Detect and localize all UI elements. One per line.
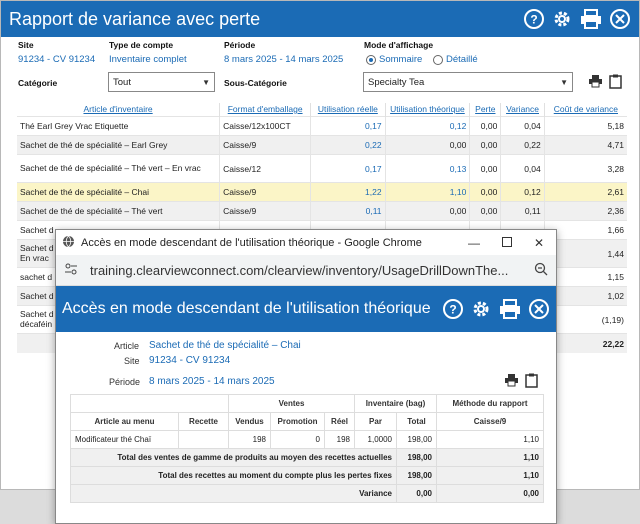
menu-item-cell: Modificateur thé Chaï [71, 431, 179, 449]
recipe-cell [179, 431, 229, 449]
col-header-format[interactable]: Format d'emballage [220, 103, 311, 117]
print-icon[interactable] [498, 298, 522, 320]
drilldown-popup-window [55, 229, 557, 524]
chevron-down-icon: ▼ [202, 77, 210, 87]
variance-case-value: 0,00 [437, 485, 544, 503]
account-type-label: Type de compte [109, 40, 174, 50]
col-header-theoretical[interactable]: Utilisation théorique [385, 103, 470, 117]
col-header-loss[interactable]: Perte [470, 103, 501, 117]
total-label: Total des ventes de gamme de produits au moyen des recettes actuelles [71, 449, 397, 467]
item-cell: Sachet de thé de spécialité – Thé vert [17, 202, 220, 221]
variance-label: Variance [71, 485, 397, 503]
format-cell: Caisse/9 [220, 202, 311, 221]
help-icon[interactable] [442, 298, 464, 320]
theoretical-usage-link[interactable]: 0,12 [385, 117, 470, 136]
col-header-sold: Vendus [229, 413, 271, 431]
variance-row [71, 485, 544, 503]
subcategory-selected-value: Specialty Tea [368, 76, 425, 88]
article-value: Sachet de thé de spécialité – Chai [149, 340, 301, 351]
svg-text:?: ? [530, 12, 538, 27]
total-case-value: 1,10 [437, 467, 544, 485]
drilldown-table [70, 394, 544, 503]
theoretical-usage-cell: 0,00 [385, 136, 470, 155]
mode-detail-radio[interactable] [433, 54, 478, 65]
cost-cell: 1,66 [544, 221, 627, 240]
loss-cell: 0,00 [470, 117, 501, 136]
item-cell: Sachet d [17, 221, 220, 240]
address-bar[interactable] [56, 255, 556, 286]
format-cell: Caisse/9 [220, 183, 311, 202]
col-header-case: Caisse/9 [437, 413, 544, 431]
minimize-icon[interactable]: — [467, 235, 480, 250]
category-label: Catégorie [18, 78, 58, 88]
total-value: 198,00 [397, 449, 437, 467]
total-row [71, 467, 544, 485]
svg-text:?: ? [449, 302, 457, 317]
article-label: Article [114, 341, 140, 351]
table-row [71, 431, 544, 449]
print-icon[interactable] [588, 74, 603, 91]
variance-cell: 0,04 [501, 117, 544, 136]
category-select[interactable] [108, 72, 215, 92]
zoom-icon[interactable] [534, 262, 548, 279]
table-row [17, 155, 627, 183]
table-row [17, 117, 627, 136]
theoretical-usage-cell: 0,00 [385, 202, 470, 221]
format-cell: Caisse/12 [220, 155, 311, 183]
item-text: Sachet d [20, 243, 54, 254]
close-icon[interactable] [528, 298, 550, 320]
subcategory-label: Sous-Catégorie [224, 78, 287, 88]
total-case-value: 1,10 [437, 449, 544, 467]
mode-summary-label: Sommaire [379, 54, 423, 65]
cost-cell: 3,28 [544, 155, 627, 183]
period-label: Période [224, 40, 256, 50]
actual-usage-link[interactable]: 0,17 [311, 155, 385, 183]
radio-unselected-icon [433, 55, 443, 65]
item-cell: sachet d [17, 268, 220, 287]
col-header-menu-item: Article au menu [71, 413, 179, 431]
theoretical-usage-link[interactable]: 1,10 [385, 183, 470, 202]
real-cell: 198 [325, 431, 355, 449]
item-text-line2: En vrac [20, 252, 49, 263]
variance-cell: 0,11 [501, 202, 544, 221]
variance-cell: 0,04 [501, 155, 544, 183]
total-value: 198,00 [397, 467, 437, 485]
cost-cell: 1,44 [544, 240, 627, 268]
table-row [17, 136, 627, 155]
radio-selected-icon [366, 55, 376, 65]
actual-usage-link[interactable]: 0,22 [311, 136, 385, 155]
item-cell: Sachet de thé de spécialité – Earl Grey [17, 136, 220, 155]
mode-detail-label: Détaillé [446, 54, 478, 65]
item-cell: Sachet d [17, 287, 220, 306]
col-header-real: Réel [325, 413, 355, 431]
window-close-icon[interactable]: ✕ [533, 235, 544, 250]
category-selected-value: Tout [113, 76, 131, 88]
gear-icon[interactable] [470, 298, 492, 320]
maximize-icon[interactable] [502, 236, 512, 250]
variance-value: 0,00 [397, 485, 437, 503]
cost-cell: 4,71 [544, 136, 627, 155]
method-group-header: Méthode du rapport [437, 395, 544, 413]
help-icon[interactable] [523, 8, 545, 30]
globe-icon [62, 235, 75, 251]
cost-cell: 5,18 [544, 117, 627, 136]
loss-cell: 0,00 [470, 155, 501, 183]
theoretical-usage-link[interactable]: 0,13 [385, 155, 470, 183]
per-cell: 1,0000 [355, 431, 397, 449]
col-header-promotion: Promotion [271, 413, 325, 431]
cost-cell: 2,36 [544, 202, 627, 221]
chrome-window-title: Accès en mode descendant de l'utilisation théorique - Google Chrome [81, 236, 422, 249]
report-titlebar [1, 1, 639, 37]
item-cell: Sachet de thé de spécialité – Chai [17, 183, 220, 202]
popup-titlebar [56, 286, 556, 332]
col-header-recipe: Recette [179, 413, 229, 431]
item-text-line2: décaféin [20, 318, 53, 329]
clipboard-icon[interactable] [609, 74, 622, 91]
total-label: Total des recettes au moment du compte plus les pertes fixes [71, 467, 397, 485]
col-header-variance[interactable]: Variance [501, 103, 544, 117]
popup-site-value: 91234 - CV 91234 [149, 355, 231, 366]
format-cell: Caisse/9 [220, 136, 311, 155]
mode-summary-radio[interactable] [366, 54, 422, 65]
table-row-selected [17, 183, 627, 202]
col-header-per: Par [355, 413, 397, 431]
col-header-item[interactable]: Article d'inventaire [83, 104, 153, 114]
total-row [71, 449, 544, 467]
popup-period-value: 8 mars 2025 - 14 mars 2025 [149, 376, 275, 387]
variance-cell: 0,22 [501, 136, 544, 155]
col-header-variance-cost[interactable]: Coût de variance [544, 103, 627, 117]
clipboard-icon[interactable] [525, 373, 538, 390]
item-cell: Sachet de thé de spécialité – Thé vert – En vrac [17, 155, 220, 183]
case-cell: 1,10 [437, 431, 544, 449]
variance-cell: 0,12 [501, 183, 544, 202]
site-value: 91234 - CV 91234 [18, 54, 96, 65]
col-header-actual[interactable]: Utilisation réelle [311, 103, 385, 117]
display-mode-label: Mode d'affichage [364, 40, 434, 50]
item-text: Sachet d [20, 309, 54, 320]
inventory-group-header: Inventaire (bag) [355, 395, 437, 413]
report-title: Rapport de variance avec perte [9, 8, 261, 29]
promotion-cell: 0 [271, 431, 325, 449]
item-cell: Thé Earl Grey Vrac Etiquette [17, 117, 220, 136]
actual-usage-link[interactable]: 1,22 [311, 183, 385, 202]
table-row [17, 202, 627, 221]
account-type-value: Inventaire complet [109, 54, 187, 65]
popup-site-label: Site [124, 356, 140, 366]
cost-cell: 2,61 [544, 183, 627, 202]
chevron-down-icon: ▼ [560, 77, 568, 87]
chrome-titlebar [56, 230, 556, 255]
print-icon[interactable] [579, 8, 603, 30]
cost-cell: 1,15 [544, 268, 627, 287]
popup-period-label: Période [109, 377, 141, 387]
close-icon[interactable] [609, 8, 631, 30]
loss-cell: 0,00 [470, 136, 501, 155]
col-header-total: Total [397, 413, 437, 431]
gear-icon[interactable] [551, 8, 573, 30]
sales-group-header: Ventes [229, 395, 355, 413]
actual-usage-link[interactable]: 0,17 [311, 117, 385, 136]
loss-cell: 0,00 [470, 183, 501, 202]
actual-usage-link[interactable]: 0,11 [311, 202, 385, 221]
sold-cell: 198 [229, 431, 271, 449]
print-icon[interactable] [504, 373, 519, 390]
period-value: 8 mars 2025 - 14 mars 2025 [224, 54, 344, 65]
loss-cell: 0,00 [470, 202, 501, 221]
total-cost: 22,22 [544, 334, 627, 353]
url-text[interactable]: training.clearviewconnect.com/clearview/inventory/UsageDrillDownThe... [90, 262, 509, 278]
subcategory-select[interactable] [363, 72, 573, 92]
format-cell: Caisse/12x100CT [220, 117, 311, 136]
site-settings-icon[interactable] [64, 263, 78, 278]
popup-title: Accès en mode descendant de l'utilisation théorique [62, 300, 431, 318]
total-cell: 198,00 [397, 431, 437, 449]
cost-cell: 1,02 [544, 287, 627, 306]
site-label: Site [18, 40, 34, 50]
cost-cell: (1,19) [544, 306, 627, 334]
